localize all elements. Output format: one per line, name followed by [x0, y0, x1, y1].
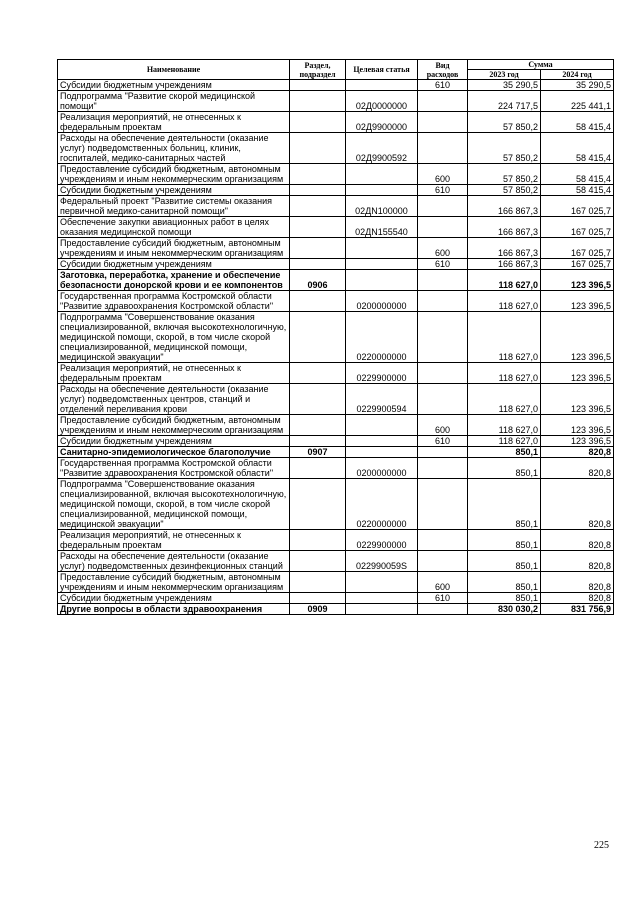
table-row [58, 384, 614, 415]
header-2023: 2023 год [468, 70, 541, 80]
table-row [58, 185, 614, 196]
cell-y2024: 58 415,4 [541, 185, 614, 196]
cell-y2024: 831 756,9 [541, 604, 614, 615]
cell-name: Подпрограмма "Совершенствование оказания специализированной, включая высокотехнологичную, медицинской помощи, скорой, в том числе скорой специализированной, медицинской помощи, медицинской эвакуации" [58, 479, 290, 530]
cell-name: Санитарно-эпидемиологическое благополучие [58, 447, 290, 458]
cell-name: Субсидии бюджетным учреждениям [58, 80, 290, 91]
cell-name: Подпрограмма "Совершенствование оказания специализированной, включая высокотехнологичную, медицинской помощи, скорой, в том числе скорой специализированной, медицинской помощи, медицинской эвакуации" [58, 312, 290, 363]
cell-target: 0229900000 [346, 530, 418, 551]
header-target: Целевая статья [346, 60, 418, 80]
cell-section: 0906 [290, 270, 346, 291]
header-exp-type: Вид расходов [418, 60, 468, 80]
cell-section [290, 196, 346, 217]
cell-y2024: 167 025,7 [541, 217, 614, 238]
cell-section [290, 363, 346, 384]
cell-name: Субсидии бюджетным учреждениям [58, 436, 290, 447]
cell-section [290, 91, 346, 112]
cell-exp-type: 610 [418, 259, 468, 270]
cell-y2024: 820,8 [541, 447, 614, 458]
cell-target: 0229900000 [346, 363, 418, 384]
cell-section [290, 458, 346, 479]
cell-section [290, 80, 346, 91]
cell-y2024: 35 290,5 [541, 80, 614, 91]
cell-target: 0200000000 [346, 458, 418, 479]
cell-y2024: 820,8 [541, 479, 614, 530]
cell-y2024: 225 441,1 [541, 91, 614, 112]
cell-y2024: 58 415,4 [541, 164, 614, 185]
cell-target: 02ДN155540 [346, 217, 418, 238]
cell-section [290, 312, 346, 363]
cell-target: 0200000000 [346, 291, 418, 312]
table-row [58, 593, 614, 604]
cell-exp-type: 610 [418, 436, 468, 447]
cell-target [346, 593, 418, 604]
cell-y2024: 123 396,5 [541, 363, 614, 384]
cell-y2024: 58 415,4 [541, 133, 614, 164]
table-row [58, 479, 614, 530]
cell-name: Субсидии бюджетным учреждениям [58, 259, 290, 270]
cell-name: Заготовка, переработка, хранение и обеспечение безопасности донорской крови и ее компонентов [58, 270, 290, 291]
cell-name: Расходы на обеспечение деятельности (оказание услуг) подведомственных больниц, клиник, госпиталей, медико-санитарных частей [58, 133, 290, 164]
cell-section [290, 185, 346, 196]
cell-y2023: 57 850,2 [468, 133, 541, 164]
cell-target: 02Д9900000 [346, 112, 418, 133]
table-row [58, 415, 614, 436]
cell-exp-type [418, 384, 468, 415]
cell-y2024: 167 025,7 [541, 238, 614, 259]
table-row [58, 112, 614, 133]
table-row [58, 458, 614, 479]
cell-y2023: 850,1 [468, 551, 541, 572]
cell-section: 0907 [290, 447, 346, 458]
cell-section [290, 259, 346, 270]
header-2024: 2024 год [541, 70, 614, 80]
cell-y2023: 850,1 [468, 593, 541, 604]
cell-section: 0909 [290, 604, 346, 615]
cell-exp-type [418, 91, 468, 112]
cell-name: Другие вопросы в области здравоохранения [58, 604, 290, 615]
cell-exp-type [418, 217, 468, 238]
cell-target [346, 238, 418, 259]
cell-y2023: 830 030,2 [468, 604, 541, 615]
table-row [58, 133, 614, 164]
cell-name: Реализация мероприятий, не отнесенных к федеральным проектам [58, 363, 290, 384]
cell-exp-type [418, 458, 468, 479]
cell-y2023: 118 627,0 [468, 363, 541, 384]
cell-target [346, 604, 418, 615]
cell-section [290, 238, 346, 259]
cell-exp-type: 600 [418, 238, 468, 259]
table-row [58, 447, 614, 458]
table-row [58, 551, 614, 572]
cell-y2023: 118 627,0 [468, 384, 541, 415]
cell-name: Подпрограмма "Развитие скорой медицинской помощи" [58, 91, 290, 112]
table-row [58, 164, 614, 185]
cell-y2024: 820,8 [541, 593, 614, 604]
table-row [58, 436, 614, 447]
table-row [58, 604, 614, 615]
cell-target: 0229900594 [346, 384, 418, 415]
cell-y2023: 118 627,0 [468, 291, 541, 312]
cell-exp-type [418, 447, 468, 458]
cell-section [290, 217, 346, 238]
cell-y2023: 850,1 [468, 458, 541, 479]
cell-exp-type: 600 [418, 164, 468, 185]
cell-section [290, 384, 346, 415]
cell-exp-type [418, 133, 468, 164]
header-sum: Сумма [468, 60, 614, 70]
cell-y2024: 58 415,4 [541, 112, 614, 133]
cell-section [290, 112, 346, 133]
cell-y2023: 850,1 [468, 530, 541, 551]
table-row [58, 196, 614, 217]
cell-exp-type: 600 [418, 415, 468, 436]
table-row [58, 80, 614, 91]
cell-target [346, 447, 418, 458]
cell-target: 0220000000 [346, 312, 418, 363]
cell-target: 0220000000 [346, 479, 418, 530]
cell-exp-type: 610 [418, 185, 468, 196]
cell-section [290, 593, 346, 604]
cell-name: Обеспечение закупки авиационных работ в целях оказания медицинской помощи [58, 217, 290, 238]
cell-target [346, 270, 418, 291]
cell-target: 02Д0000000 [346, 91, 418, 112]
header-section: Раздел, подраздел [290, 60, 346, 80]
page-number: 225 [594, 840, 609, 851]
cell-exp-type [418, 363, 468, 384]
cell-exp-type [418, 479, 468, 530]
table-row [58, 217, 614, 238]
cell-y2024: 820,8 [541, 572, 614, 593]
table-row [58, 530, 614, 551]
cell-target [346, 415, 418, 436]
cell-y2023: 166 867,3 [468, 196, 541, 217]
cell-name: Расходы на обеспечение деятельности (оказание услуг) подведомственных центров, станций и отделений переливания крови [58, 384, 290, 415]
cell-name: Реализация мероприятий, не отнесенных к федеральным проектам [58, 112, 290, 133]
cell-exp-type [418, 604, 468, 615]
cell-y2023: 224 717,5 [468, 91, 541, 112]
cell-exp-type [418, 530, 468, 551]
cell-target: 02ДN100000 [346, 196, 418, 217]
cell-exp-type [418, 270, 468, 291]
cell-target [346, 164, 418, 185]
cell-y2024: 123 396,5 [541, 384, 614, 415]
cell-target [346, 80, 418, 91]
cell-y2023: 118 627,0 [468, 270, 541, 291]
cell-name: Предоставление субсидий бюджетным, автономным учреждениям и иным некоммерческим организациям [58, 415, 290, 436]
cell-name: Государственная программа Костромской области "Развитие здравоохранения Костромской области" [58, 291, 290, 312]
cell-y2024: 820,8 [541, 551, 614, 572]
cell-name: Расходы на обеспечение деятельности (оказание услуг) подведомственных дезинфекционных станций [58, 551, 290, 572]
table-row [58, 91, 614, 112]
cell-y2023: 118 627,0 [468, 415, 541, 436]
cell-y2023: 57 850,2 [468, 164, 541, 185]
cell-y2023: 166 867,3 [468, 259, 541, 270]
cell-section [290, 436, 346, 447]
cell-section [290, 479, 346, 530]
cell-section [290, 164, 346, 185]
cell-y2023: 118 627,0 [468, 312, 541, 363]
cell-exp-type [418, 112, 468, 133]
cell-section [290, 572, 346, 593]
cell-y2023: 850,1 [468, 479, 541, 530]
cell-name: Субсидии бюджетным учреждениям [58, 185, 290, 196]
cell-y2023: 57 850,2 [468, 185, 541, 196]
table-row [58, 363, 614, 384]
header-name: Наименование [58, 60, 290, 80]
table-row [58, 270, 614, 291]
cell-name: Федеральный проект "Развитие системы оказания первичной медико-санитарной помощи" [58, 196, 290, 217]
cell-target [346, 259, 418, 270]
cell-exp-type: 610 [418, 80, 468, 91]
cell-section [290, 291, 346, 312]
cell-y2024: 820,8 [541, 458, 614, 479]
cell-y2024: 167 025,7 [541, 259, 614, 270]
cell-name: Реализация мероприятий, не отнесенных к федеральным проектам [58, 530, 290, 551]
cell-y2023: 850,1 [468, 447, 541, 458]
cell-y2024: 123 396,5 [541, 415, 614, 436]
cell-y2024: 123 396,5 [541, 291, 614, 312]
cell-exp-type: 610 [418, 593, 468, 604]
table-row [58, 572, 614, 593]
cell-exp-type [418, 551, 468, 572]
cell-y2024: 123 396,5 [541, 270, 614, 291]
cell-name: Предоставление субсидий бюджетным, автономным учреждениям и иным некоммерческим организациям [58, 164, 290, 185]
table-row [58, 291, 614, 312]
cell-name: Предоставление субсидий бюджетным, автономным учреждениям и иным некоммерческим организациям [58, 238, 290, 259]
cell-section [290, 133, 346, 164]
cell-y2024: 123 396,5 [541, 312, 614, 363]
cell-y2024: 820,8 [541, 530, 614, 551]
cell-exp-type: 600 [418, 572, 468, 593]
cell-exp-type [418, 312, 468, 363]
cell-y2023: 166 867,3 [468, 217, 541, 238]
budget-table [57, 59, 614, 615]
cell-name: Предоставление субсидий бюджетным, автономным учреждениям и иным некоммерческим организациям [58, 572, 290, 593]
cell-section [290, 530, 346, 551]
cell-section [290, 415, 346, 436]
cell-y2023: 35 290,5 [468, 80, 541, 91]
cell-target: 022990059S [346, 551, 418, 572]
cell-name: Субсидии бюджетным учреждениям [58, 593, 290, 604]
cell-name: Государственная программа Костромской области "Развитие здравоохранения Костромской области" [58, 458, 290, 479]
cell-section [290, 551, 346, 572]
cell-y2023: 166 867,3 [468, 238, 541, 259]
cell-target [346, 572, 418, 593]
cell-y2023: 57 850,2 [468, 112, 541, 133]
cell-y2023: 850,1 [468, 572, 541, 593]
cell-target: 02Д9900592 [346, 133, 418, 164]
cell-exp-type [418, 196, 468, 217]
cell-target [346, 185, 418, 196]
cell-target [346, 436, 418, 447]
cell-exp-type [418, 291, 468, 312]
table-row [58, 312, 614, 363]
table-row [58, 259, 614, 270]
cell-y2023: 118 627,0 [468, 436, 541, 447]
cell-y2024: 167 025,7 [541, 196, 614, 217]
cell-y2024: 123 396,5 [541, 436, 614, 447]
table-row [58, 238, 614, 259]
